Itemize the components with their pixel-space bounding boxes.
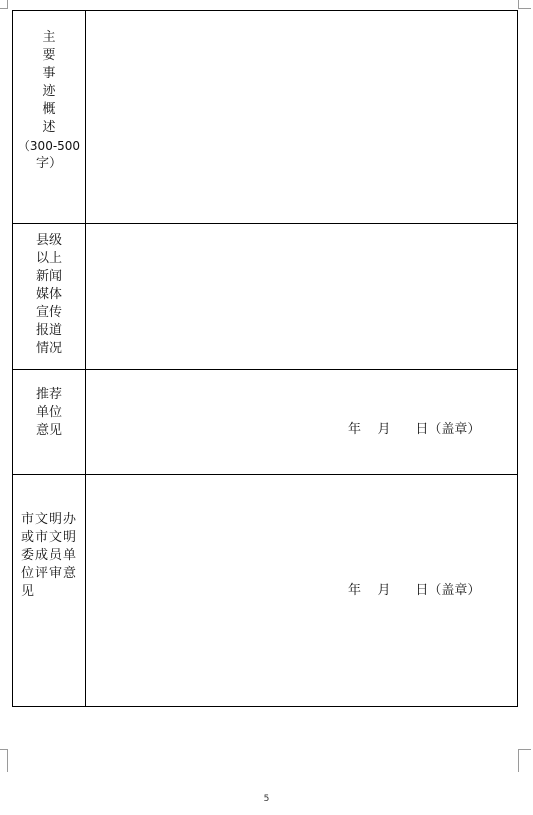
application-form-table <box>12 10 518 707</box>
label-line: 以上 <box>35 251 62 266</box>
label-char: 要 <box>42 48 56 63</box>
label-main-deeds <box>13 11 86 224</box>
crop-mark-bottom-right <box>518 749 531 772</box>
row-media-coverage <box>13 224 518 370</box>
date-stamp-line: 年 月 日（盖章） <box>348 583 481 598</box>
label-text: 市文明办或市文明委成员单位评审意见 <box>21 512 78 599</box>
label-word-count-note: （300-500 <box>17 139 81 153</box>
label-line: 情况 <box>35 341 62 356</box>
date-stamp-line: 年 月 日（盖章） <box>348 422 481 437</box>
label-line: 宣传 <box>35 305 62 320</box>
label-char: 主 <box>42 30 56 45</box>
crop-mark-bottom-left <box>0 749 8 772</box>
crop-mark-top-left <box>0 0 8 9</box>
label-char: 述 <box>42 120 56 135</box>
label-line: 媒体 <box>35 287 62 302</box>
row-main-deeds <box>13 11 518 224</box>
content-recommender-opinion[interactable] <box>86 370 518 475</box>
row-recommender-opinion <box>13 370 518 475</box>
label-line: 报道 <box>35 323 62 338</box>
label-recommender-opinion <box>13 370 86 475</box>
label-line: 新闻 <box>35 269 62 284</box>
label-media-coverage <box>13 224 86 370</box>
label-line: 县级 <box>35 233 62 248</box>
label-char: 事 <box>42 66 56 81</box>
page-number: 5 <box>263 794 270 804</box>
label-line: 推荐 <box>35 387 62 402</box>
label-char: 迹 <box>42 84 56 99</box>
content-media-coverage[interactable] <box>86 224 518 370</box>
label-line: 意见 <box>35 423 62 438</box>
label-word-count-note-end: 字） <box>35 156 62 171</box>
content-main-deeds[interactable] <box>86 11 518 224</box>
content-city-review[interactable] <box>86 475 518 707</box>
label-city-review <box>13 475 86 707</box>
row-city-review <box>13 475 518 707</box>
label-line: 单位 <box>35 405 62 420</box>
crop-mark-top-right <box>518 0 531 9</box>
label-char: 概 <box>42 102 56 117</box>
